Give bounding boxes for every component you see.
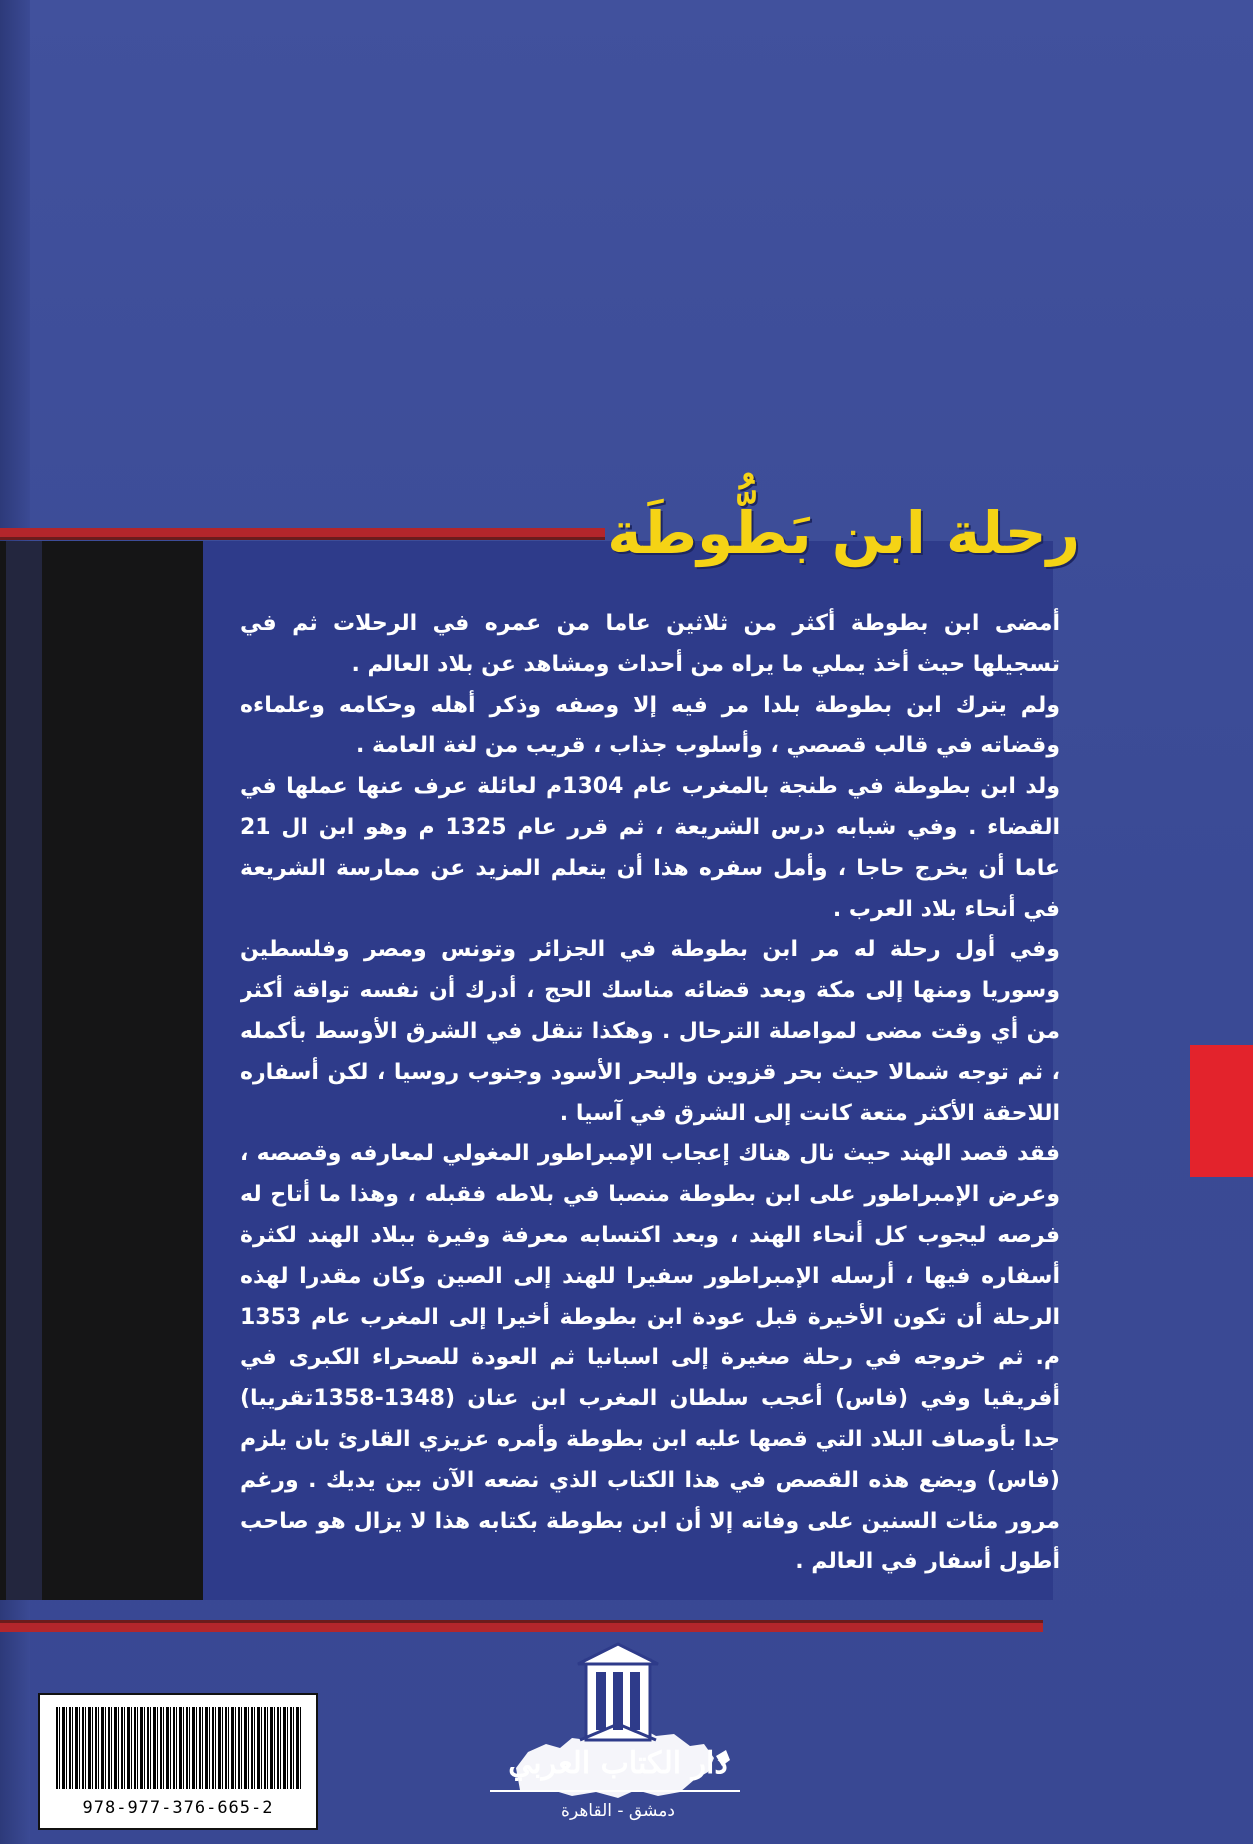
isbn-barcode <box>38 1693 318 1830</box>
red-rule-bottom <box>0 1620 1043 1632</box>
blurb-paragraph: وفي أول رحلة له مر ابن بطوطة في الجزائر وتونس ومصر وفلسطين وسوريا ومنها إلى مكة وبعد قضائه مناسك الحج ، أدرك أن نفسه تواقة أكثر من أي وقت مضى لمواصلة الترحال . وهكذا تنقل في الشرق الأوسط بأكمله ، ثم توجه شمالا حيث بحر قزوين والبحر الأسود وجنوب روسيا ، لكن أسفاره اللاحقة الأكثر متعة كانت إلى الشرق في آسيا . <box>240 937 1060 1126</box>
red-rule-top <box>0 528 605 540</box>
blurb-text <box>240 604 1060 1594</box>
blurb-paragraph: أمضى ابن بطوطة أكثر من ثلاثين عاما من عمره في الرحلات ثم في تسجيلها حيث أخذ يملي ما يراه من أحداث ومشاهد عن بلاد العالم . <box>240 611 1060 677</box>
publisher-divider <box>490 1790 740 1792</box>
book-title: رحلة ابن بَطُّوطَة <box>607 499 1080 567</box>
publisher-name: دار الكتاب العربي <box>508 1746 728 1781</box>
dark-side-stripe <box>6 541 42 1600</box>
blurb-paragraph: ولد ابن بطوطة في طنجة بالمغرب عام 1304م لعائلة عرف عنها عملها في القضاء . وفي شبابه درس الشريعة ، ثم قرر عام 1325 م وهو ابن ال 21 عاما أن يخرج حاجا ، وأمل سفره هذا أن يتعلم المزيد عن ممارسة الشريعة في أنحاء بلاد العرب . <box>240 774 1060 922</box>
red-side-tab <box>1190 1045 1253 1177</box>
blurb-paragraph: فقد قصد الهند حيث نال هناك إعجاب الإمبراطور المغولي لمعارفه وقصصه ، وعرض الإمبراطور على ابن بطوطة منصبا في بلاطه فقبله ، وهذا ما أتاح له فرصه ليجوب كل أنحاء الهند ، وبعد اكتسابه معرفة وفيرة ببلاد الهند لكثرة أسفاره فيها ، أرسله الإمبراطور سفيرا للهند إلى الصين وكان مقدرا لهذه الرحلة أن تكون الأخيرة قبل عودة ابن بطوطة أخيرا إلى المغرب عام 1353 م. ثم خروجه في رحلة صغيرة إلى اسبانيا ثم العودة للصحراء الكبرى في أفريقيا وفي (فاس) أعجب سلطان المغرب ابن عنان (1348-1358تقريبا) جدا بأوصاف البلاد التي قصها عليه ابن بطوطة وأمره عزيزي القارئ بان يلزم (فاس) ويضع هذه القصص في هذا الكتاب الذي نضعه الآن بين يديك . ورغم مرور مئات السنين على وفاته إلا أن ابن بطوطة بكتابه هذا لا يزال هو صاحب أطول أسفار في العالم . <box>240 1141 1060 1575</box>
barcode-bars <box>56 1707 302 1789</box>
publisher-cities: دمشق - القاهرة <box>561 1801 675 1821</box>
blurb-paragraph: ولم يترك ابن بطوطة بلدا مر فيه إلا وصفه وذكر أهله وحكامه وعلماءه وقضاته في قالب قصصي ، وأسلوب جذاب ، قريب من لغة العامة . <box>240 692 1060 759</box>
isbn-number: 978-977-376-665-2 <box>82 1798 274 1818</box>
dark-side-strip <box>0 541 203 1600</box>
